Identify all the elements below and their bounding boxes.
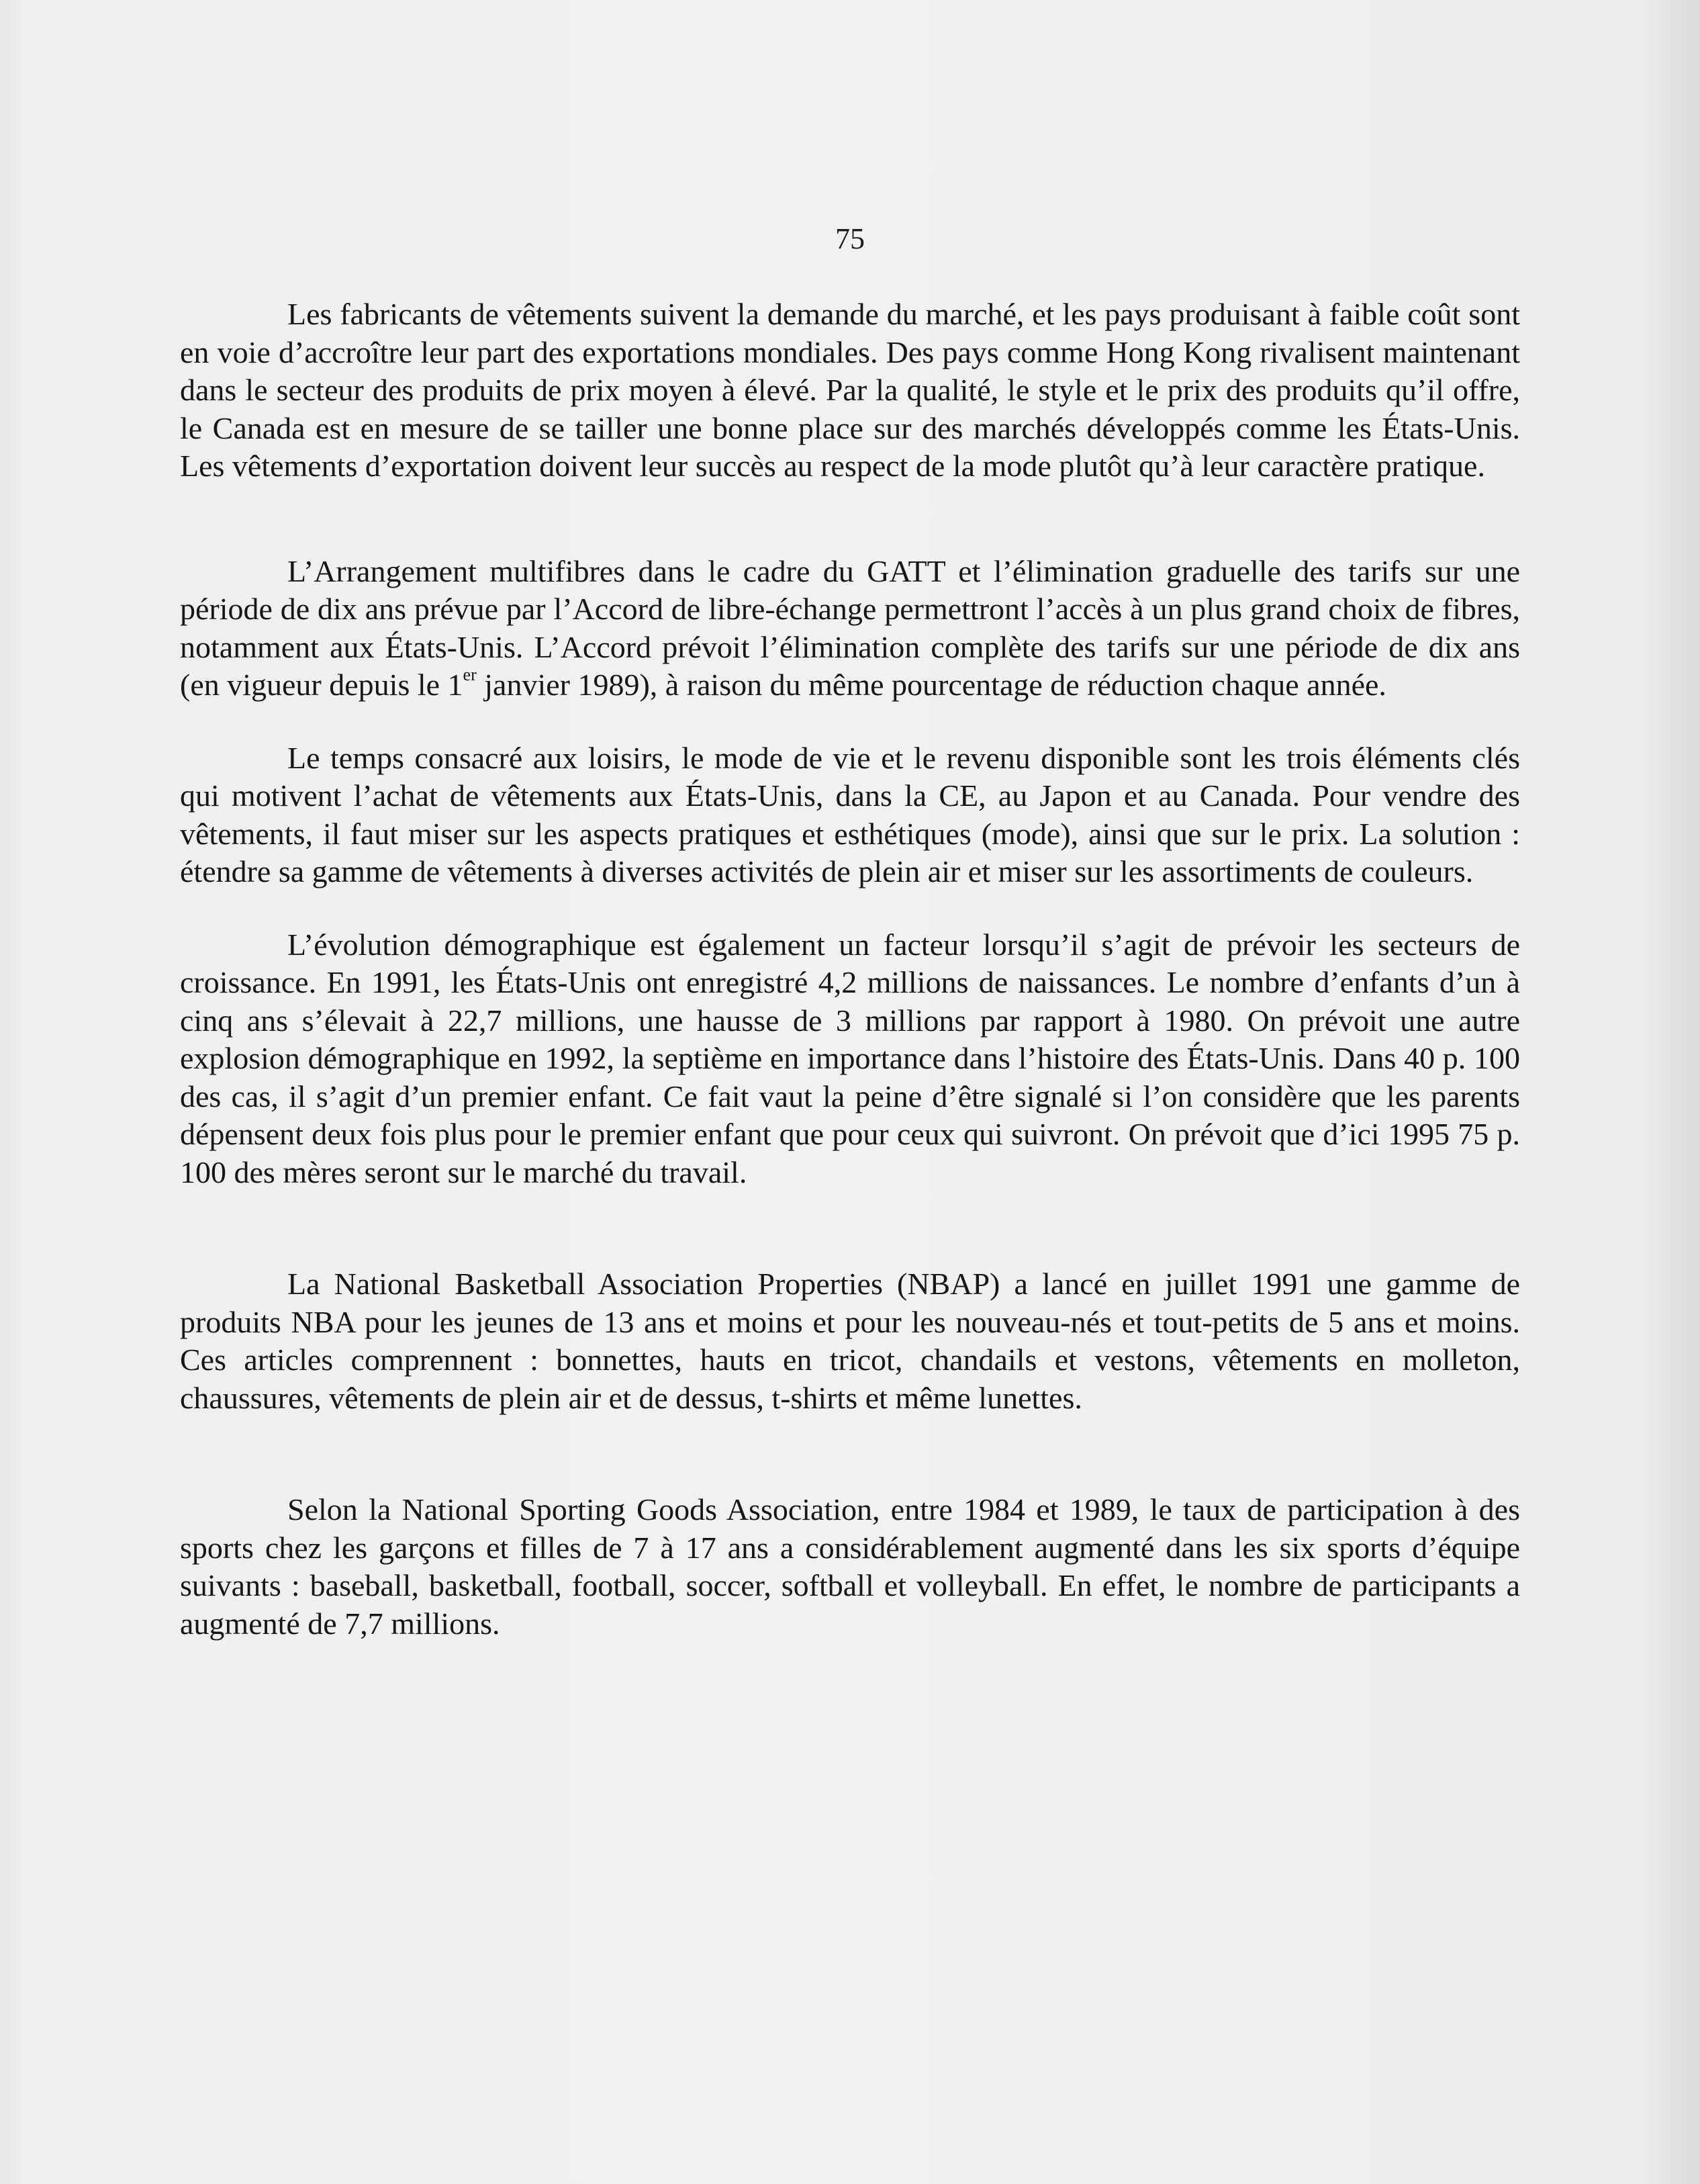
superscript: er [463,665,477,684]
paragraph-demographics: L’évolution démographique est également un facteur lorsqu’il s’agit de prévoir les secteurs de croissance. En 1991, les États-Unis ont enregistré 4,2 millions de naissances. Le nombre d’enfants d’un à cinq ans s’élevait à 22,7 millions, une hausse de 3 millions par rapport à 1980. On prévoit une autre explosion démographique en 1992, la septième en importance dans l’histoire des États-Unis. Dans 40 p. 100 des cas, il s’agit d’un premier enfant. Ce fait vaut la peine d’être signalé si l’on considère que les parents dépensent deux fois plus pour le premier enfant que pour ceux qui suivront. On prévoit que d’ici 1995 75 p. 100 des mères seront sur le marché du travail. [180,927,1520,1189]
paragraph-nbap: La National Basketball Association Properties (NBAP) a lancé en juillet 1991 une gamme de produits NBA pour les jeunes de 13 ans et moins et pour les nouveau-nés et tout-petits de 5 ans et moins. Ces articles comprennent : bonnettes, hauts en tricot, chandails et vestons, vêtements en molleton, chaussures, vêtements de plein air et de dessus, t-shirts et même lunettes. [180,1267,1520,1415]
body-text [180,295,1520,1643]
paragraph-text: janvier 1989), à raison du même pourcentage de réduction chaque année. [476,668,1386,702]
page-number: 75 [835,222,865,255]
paragraph-sporting-goods: Selon la National Sporting Goods Association, entre 1984 et 1989, le taux de participation à des sports chez les garçons et filles de 7 à 17 ans a considérablement augmenté dans les six sports d’équipe suivants : baseball, basketball, football, soccer, softball et volleyball. En effet, le nombre de participants a augmenté de 7,7 millions. [180,1492,1520,1641]
paragraph-leisure-time: Le temps consacré aux loisirs, le mode de vie et le revenu disponible sont les trois éléments clés qui motivent l’achat de vêtements aux États-Unis, dans la CE, au Japon et au Canada. Pour vendre des vêtements, il faut miser sur les aspects pratiques et esthétiques (mode), ainsi que sur le prix. La solution : étendre sa gamme de vêtements à diverses activités de plein air et miser sur les assortiments de couleurs. [180,740,1520,889]
paragraph-clothing-exports: Les fabricants de vêtements suivent la demande du marché, et les pays produisant à faible coût sont en voie d’accroître leur part des exportations mondiales. Des pays comme Hong Kong rivalisent maintenant dans le secteur des produits de prix moyen à élevé. Par la qualité, le style et le prix des produits qu’il offre, le Canada est en mesure de se tailler une bonne place sur des marchés développés comme les États-Unis. Les vêtements d’exportation doivent leur succès au respect de la mode plutôt qu’à leur caractère pratique. [180,297,1520,483]
paragraph-text: L’Arrangement multifibres dans le cadre du GATT et l’élimination graduelle des tarifs sur une période de dix ans prévue par l’Accord de libre-échange permettront l’accès à un plus grand choix de fibres, notamment aux États-Unis. L’Accord prévoit l’élimination complète des tarifs sur une période de dix ans (en vigueur depuis le 1 [180,553,1520,702]
paragraph-multifibre-arrangement [180,553,1520,704]
